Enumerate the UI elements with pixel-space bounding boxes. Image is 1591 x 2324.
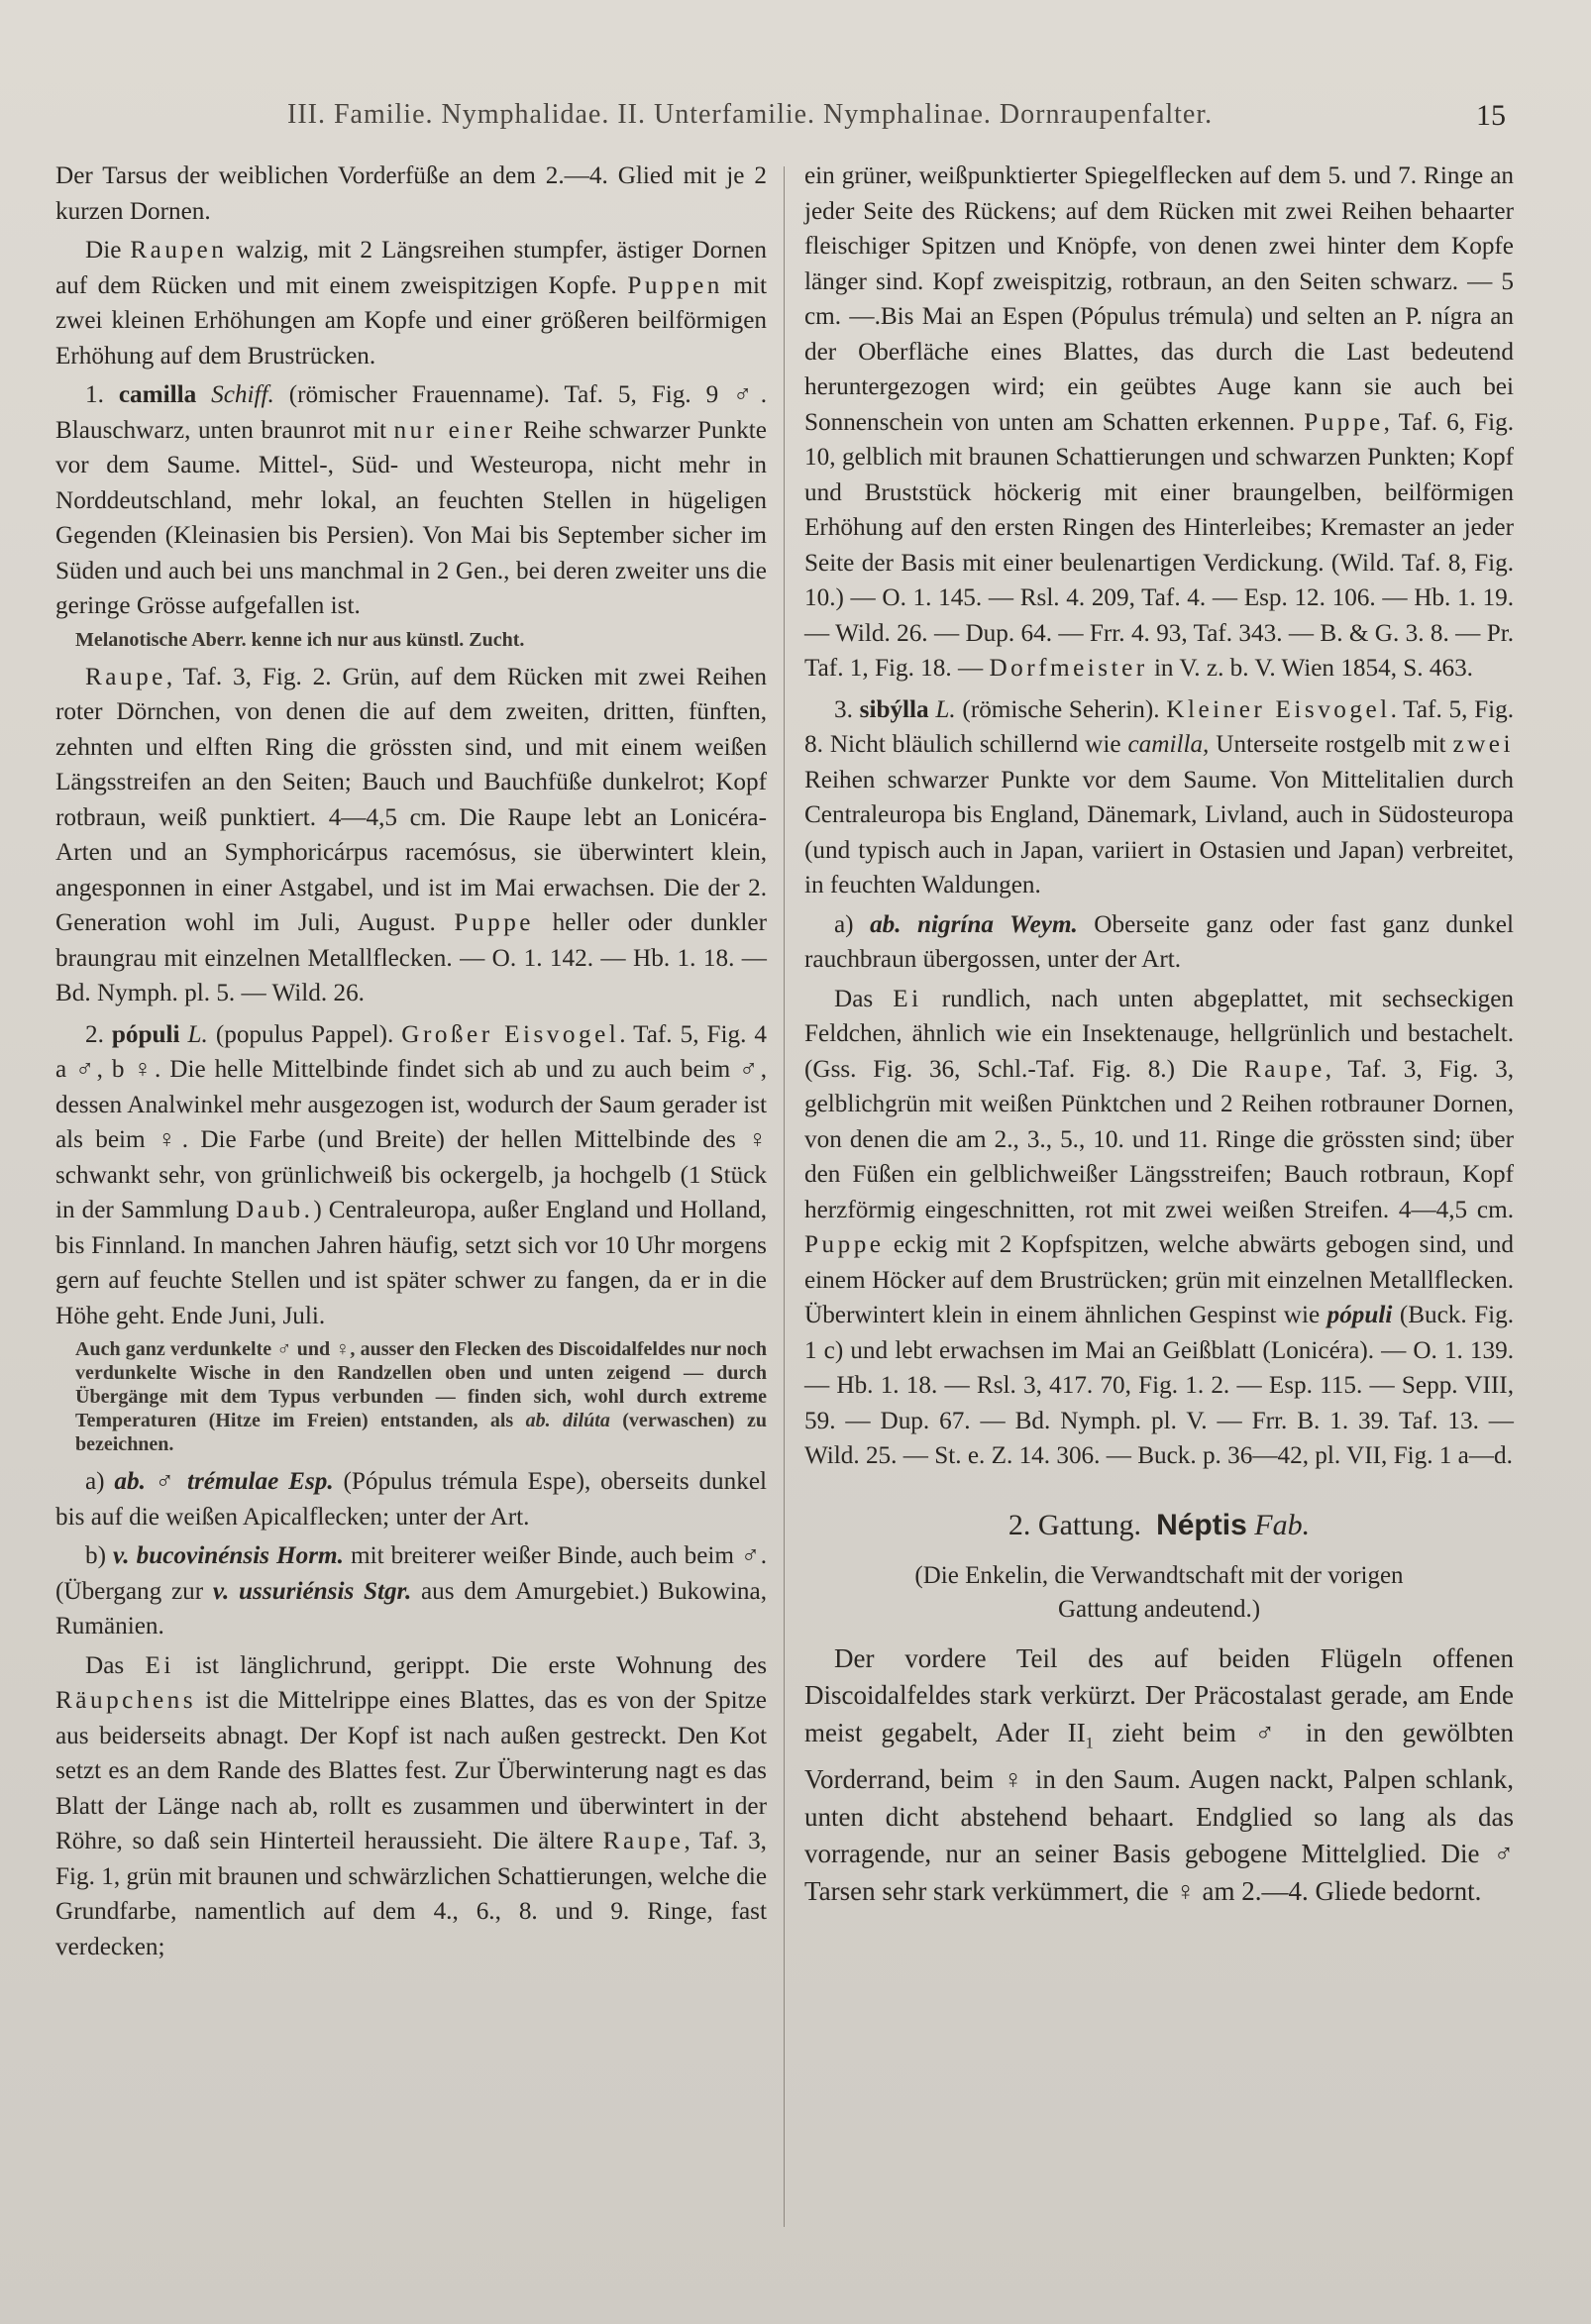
- genus-subheading: (Die Enkelin, die Verwandtschaft mit der vorigen Gattung andeutend.): [914, 1561, 1404, 1623]
- paragraph-tarsus: Der Tarsus der weiblichen Vorderfüße an dem 2.—4. Glied mit je 2 kurzen Dornen.: [55, 162, 767, 225]
- genus-name: Néptis: [1156, 1508, 1247, 1541]
- genus-heading: 2. Gattung. Néptis Fab.: [1008, 1508, 1311, 1541]
- footnote-populi: Auch ganz verdunkelte ♂ und ♀, ausser den Flecken des Discoidalfeldes nur noch verdunkelte Wische in den Randzellen oben und unten zeigend — durch Übergänge mit dem Typus verbunden — finden sich, wohl durch extreme Temperaturen (Hitze im Freien) entstanden, als ab. dilúta (verwaschen) zu bezeichnen.: [75, 1338, 767, 1455]
- page-number: 15: [1476, 99, 1506, 132]
- variety-a-nigrina: a) ab. nigrína Weym. Oberseite ganz oder fast ganz dunkel rauchbraun übergossen, unter der Art.: [804, 910, 1514, 973]
- variety-b-bucovinensis: b) v. bucovinénsis Horm. mit breiterer weißer Binde, auch beim ♂. (Übergang zur v. ussuriénsis Stgr. aus dem Amurgebiet.) Bukowina, Rumänien.: [55, 1542, 768, 1639]
- paragraph-ei-sibylla: Das Ei rundlich, nach unten abgeplattet, mit sechseckigen Feldchen, ähnlich wie ein Insektenauge, hellgrünlich und bestachelt. (Gss. Fig. 36, Schl.-Taf. Fig. 8.) Die Raupe, Taf. 3, Fig. 3, gelblichgrün mit weißen Pünktchen und 2 Reihen rotbrauner Dornen, von denen die am 2., 3., 5., 10. und 11. Ringe die grössten sind; über den Füßen ein gelblichweißer Längsstreifen; Bauch rotbraun, Kopf herzförmig eingeschnitten, rot mit zwei weißen Streifen. 4—4,5 cm. Puppe eckig mit 2 Kopfspitzen, welche abwärts gebogen sind, und einem Höcker auf dem Brustrücken; grün mit einzelnen Metallflecken. Überwintert klein in einem ähnlichen Gespinst wie pópuli (Buck. Fig. 1 c) und lebt erwachsen im Mai an Geißblatt (Lonicéra). — O. 1. 139. — Hb. 1. 18. — Rsl. 3, 417. 70, Fig. 1. 2. — Esp. 115. — Sepp. VIII, 59. — Dup. 67. — Bd. Nymph. pl. V. — Frr. B. 1. 39. Taf. 13. — Wild. 25. — St. e. Z. 14. 306. — Buck. p. 36—42, pl. VII, Fig. 1 a—d.: [804, 985, 1515, 1469]
- paragraph-raupen-puppen: Die Raupen walzig, mit 2 Längsreihen stumpfer, ästiger Dornen auf dem Rücken und mit einem zweispitzigen Kopfe. Puppen mit zwei kleinen Erhöhungen am Kopfe und einer größeren beilförmigen Erhöhung auf dem Brustrücken.: [55, 237, 767, 370]
- species-name-camilla: camilla: [118, 381, 197, 408]
- paragraph-raupe-camilla: Raupe, Taf. 3, Fig. 2. Grün, auf dem Rücken mit zwei Reihen roter Dörnchen, von denen die auf dem zweiten, dritten, fünften, zehnten und elften Ring die grössten sind, und mit einem weißen Längsstreifen an den Seiten; Bauch und Bauchfüße dunkelrot; Kopf rotbraun, weiß punktiert. 4—4,5 cm. Die Raupe lebt an Lonicéra-Arten und an Symphoricárpus racemósus, sie überwintert klein, angesponnen in einer Astgabel, und ist im Mai erwachsen. Die der 2. Generation wohl im Juli, August. Puppe heller oder dunkler braungrau mit einzelnen Metallflecken. — O. 1. 142. — Hb. 1. 18. — Bd. Nymph. pl. 5. — Wild. 26.: [55, 663, 767, 1006]
- species-entry-camilla: 1. camilla Schiff. (römischer Frauenname). Taf. 5, Fig. 9 ♂. Blauschwarz, unten braunrot mit nur einer Reihe schwarzer Punkte vor dem Saume. Mittel-, Süd- und Westeuropa, nicht mehr in Norddeutschland, mehr lokal, an feuchten Stellen in hügeligen Gegenden (Kleinasien bis Persien). Von Mai bis September sicher im Süden und auch bei uns manchmal in 2 Gen., bei deren zweiter uns die geringe Grösse aufgefallen ist.: [55, 381, 767, 619]
- term-puppen: Puppen: [627, 271, 723, 299]
- species-name-populi: pópuli: [111, 1020, 180, 1048]
- running-title: III. Familie. Nymphalidae. II. Unterfamilie. Nymphalinae. Dornraupenfalter.: [287, 99, 1214, 130]
- variety-a-tremulae: a) ab. ♂ trémulae Esp. (Pópulus trémula Espe), oberseits dunkel bis auf die weißen Apicalflecken; unter der Art.: [55, 1468, 768, 1531]
- species-name-sibylla: sibýlla: [859, 695, 929, 723]
- footnote-camilla: Melanotische Aberr. kenne ich nur aus künstl. Zucht.: [75, 628, 525, 651]
- paragraph-neptis-description: Der vordere Teil des auf beiden Flügeln offenen Discoidalfeldes stark verkürzt. Der Präcostalast gerade, am Ende meist gegabelt, Ader $II_1$ zieht beim ♂ in den gewölbten Vorderrand, beim ♀ in den Saum. Augen nackt, Palpen schlank, unten dicht abstehend behaart. Endglied so lang als das vorragende, nur an seiner Basis gebogene Mittelglied. Die ♂ Tarsen sehr stark verkümmert, die ♀ am 2.—4. Gliede bedornt.: [804, 1642, 1514, 1906]
- paragraph-raupe-populi-cont: ein grüner, weißpunktierter Spiegelflecken auf dem 5. und 7. Ringe an jeder Seite des Rückens; auf dem Rücken mit zwei Reihen behaarter fleischiger Spitzen und Knöpfe, von denen zwei hinter dem Kopfe länger sind. Kopf zweispitzig, rotbraun, an den Seiten schwarz. — 5 cm. —.Bis Mai an Espen (Pópulus trémula) und selten an P. nígra an der Oberfläche eines Blattes, das durch die Last bedeutend heruntergezogen wird; ein geübtes Auge kann sie auch bei Sonnenschein von unten am Schatten erkennen. Puppe, Taf. 6, Fig. 10, gelblich mit braunen Schattierungen und schwarzen Punkten; Kopf und Bruststück höckerig mit einer braungelben, beilförmigen Erhöhung auf den ersten Ringen des Hinterleibes; Kremaster an jeder Seite der Basis mit einer beulenartigen Verdickung. (Wild. Taf. 8, Fig. 10.) — O. 1. 145. — Rsl. 4. 209, Taf. 4. — Esp. 12. 106. — Hb. 1. 19. — Wild. 26. — Dup. 64. — Frr. 4. 93, Taf. 343. — B. & G. 3. 8. — Pr. Taf. 1, Fig. 18. — Dorfmeister in V. z. b. V. Wien 1854, S. 463.: [804, 162, 1514, 682]
- right-column: [804, 158, 1514, 1914]
- term-raupen: Raupen: [130, 237, 228, 264]
- species-entry-populi: 2. pópuli L. (populus Pappel). Großer Eisvogel. Taf. 5, Fig. 4 a ♂, b ♀. Die helle Mittelbinde findet sich ab und zu auch beim ♂, dessen Analwinkel mehr ausgezogen ist, wodurch der Saum gerader ist als beim ♀. Die Farbe (und Breite) der hellen Mittelbinde des ♀ schwankt sehr, von grünlichweiß bis ockergelb, ja hochgelb (1 Stück in der Sammlung Daub.) Centraleuropa, außer England und Holland, bis Finnland. In manchen Jahren häufig, setzt sich vor 10 Uhr morgens gern auf feuchte Stellen und ist später schwer zu fangen, da er in die Höhe geht. Ende Juni, Juli.: [55, 1020, 767, 1329]
- paragraph-ei-populi: Das Ei ist länglichrund, gerippt. Die erste Wohnung des Räupchens ist die Mittelrippe eines Blattes, das es von der Spitze aus beiderseits abnagt. Der Kopf ist nach außen gestreckt. Den Kot setzt es an dem Rande des Blattes fest. Zur Überwinterung nagt es das Blatt der Länge nach ab, rollt es zusammen und überwintert in der Röhre, so daß sein Hinterteil heraussieht. Die ältere Raupe, Taf. 3, Fig. 1, grün mit braunen und schwärzlichen Schattierungen, welche die Grundfarbe, namentlich auf dem 4., 6., 8. und 9. Ringe, fast verdecken;: [55, 1651, 768, 1960]
- column-divider: [784, 166, 785, 2227]
- running-head: [0, 99, 1591, 147]
- species-entry-sibylla: 3. sibýlla L. (römische Seherin). Kleiner Eisvogel. Taf. 5, Fig. 8. Nicht bläulich schillernd wie camilla, Unterseite rostgelb mit zwei Reihen schwarzer Punkte vor dem Saume. Von Mittelitalien durch Centraleuropa bis England, Dänemark, Livland, auch in Südosteuropa (und typisch auch in Japan, variiert in Ostasien und Japan) verbreitet, in feuchten Waldungen.: [804, 695, 1515, 898]
- left-column: [55, 158, 767, 1968]
